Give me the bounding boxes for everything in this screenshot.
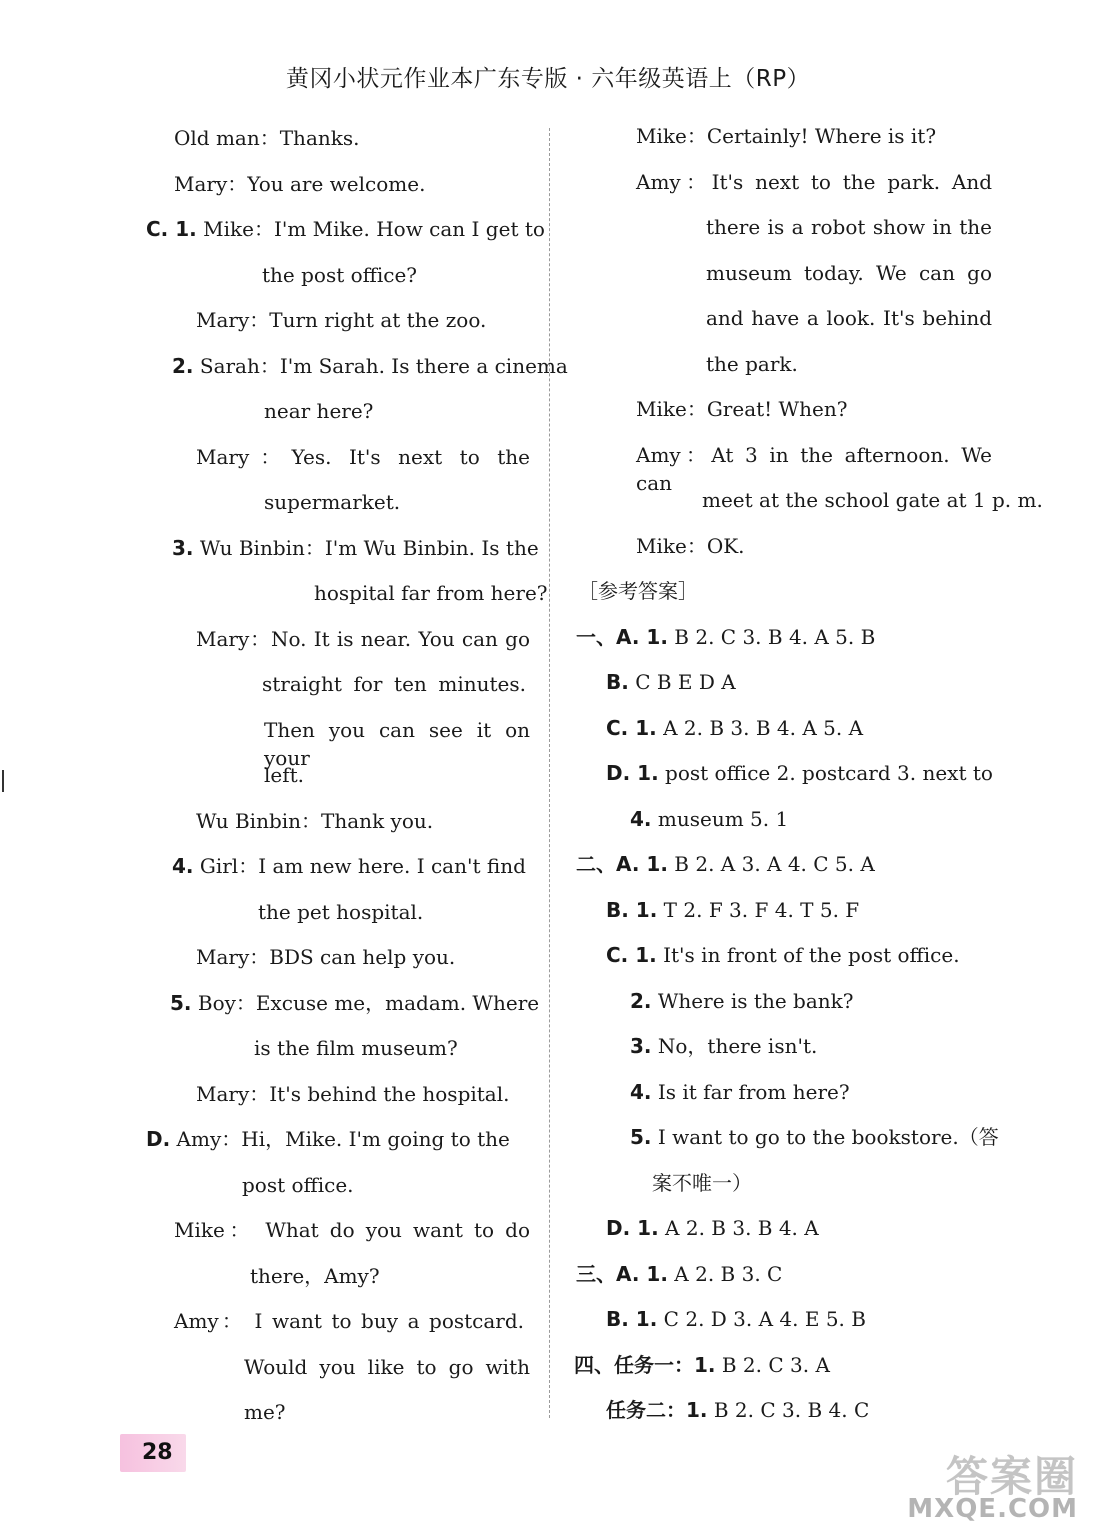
text-line (630, 1123, 999, 1151)
line-text: Mike： What do you want to do (174, 1218, 530, 1242)
line-text: A 2. B 3. B 4. A 5. A (656, 715, 864, 740)
text-line (258, 898, 423, 926)
line-text: T 2. F 3. F 4. T 5. F (657, 897, 860, 922)
text-line (172, 352, 568, 380)
line-text: A 2. B 3. C (667, 1261, 783, 1286)
item-marker: 4. (630, 1079, 652, 1104)
item-marker: 3. (172, 535, 194, 560)
line-text: 案不唯一） (652, 1170, 752, 1195)
item-marker: 一、A. 1. (576, 624, 668, 649)
text-line (314, 579, 548, 607)
text-line (706, 259, 992, 287)
line-text: C 2. D 3. A 4. E 5. B (657, 1307, 866, 1331)
item-marker: 2. (172, 353, 194, 378)
line-text: B 2. C 3. A (715, 1352, 830, 1377)
text-line (146, 1125, 510, 1153)
line-text: straight for ten minutes. (262, 672, 526, 696)
line-text: there is a robot show in the (706, 215, 992, 239)
text-line (576, 1260, 782, 1288)
line-text: museum today. We can go (706, 260, 992, 285)
item-marker: B. 1. (606, 897, 658, 922)
line-text: Wu Binbin：I'm Wu Binbin. Is the (193, 535, 539, 560)
text-line (606, 759, 993, 787)
text-line (196, 306, 486, 334)
text-line (576, 623, 875, 651)
line-text: and have a look. It's behind (706, 306, 992, 330)
line-text: Wu Binbin：Thank you. (196, 808, 434, 833)
line-text: post office. (242, 1172, 354, 1197)
page-number: 28 (142, 1440, 173, 1465)
text-line (262, 670, 526, 698)
text-line (172, 852, 526, 880)
text-line (702, 486, 1043, 514)
item-marker: 4. (172, 854, 194, 878)
text-line (606, 1396, 869, 1424)
line-text: C B E D A (628, 670, 736, 694)
item-marker: 二、A. 1. (576, 852, 668, 876)
line-text: Where is the bank? (651, 988, 854, 1013)
text-line (170, 989, 539, 1017)
line-text: left. (264, 763, 305, 787)
line-text: supermarket. (264, 490, 401, 514)
margin-mark (2, 770, 4, 792)
line-text: Sarah：I'm Sarah. Is there a cinema (193, 353, 568, 378)
text-line (174, 170, 425, 198)
text-line (636, 532, 745, 560)
text-line (606, 896, 859, 924)
text-line (630, 1078, 850, 1106)
text-line (174, 124, 360, 152)
column-divider (549, 128, 550, 1418)
item-marker: C. 1. (146, 217, 197, 241)
line-text: Amy： I want to buy a postcard. (174, 1309, 524, 1333)
line-text: No，there isn't. (651, 1034, 818, 1058)
watermark-text: 答案圈 (945, 1452, 1078, 1501)
line-text: Mary：No. It is near. You can go (196, 626, 530, 651)
line-text: I want to go to the bookstore.（答 (651, 1125, 999, 1149)
text-line (636, 122, 936, 150)
item-marker: 4. (630, 806, 652, 831)
item-marker: C. 1. (606, 943, 657, 967)
item-marker: B. (606, 670, 629, 694)
text-line (264, 716, 530, 770)
text-line (174, 1216, 530, 1244)
item-marker: 2. (630, 988, 652, 1013)
item-marker: D. 1. (606, 1216, 659, 1240)
text-line (606, 714, 863, 742)
text-line (606, 1214, 819, 1242)
text-line (244, 1398, 286, 1426)
text-line (576, 850, 875, 878)
line-text: Girl：I am new here. I can't find (193, 854, 526, 878)
text-line (706, 350, 798, 378)
line-text: B 2. C 3. B 4. C (707, 1398, 870, 1422)
line-text: Mary：Turn right at the zoo. (196, 308, 487, 332)
line-text: ［参考答案］ (578, 579, 698, 603)
item-marker: C. 1. (606, 715, 657, 740)
text-line (262, 261, 417, 289)
item-marker: 5. (630, 1125, 652, 1149)
text-line (146, 215, 545, 243)
item-marker: 四、任务一：1. (574, 1352, 716, 1377)
text-line (636, 395, 847, 423)
line-text: the park. (706, 351, 798, 376)
line-text: B 2. A 3. A 4. C 5. A (667, 852, 875, 876)
item-marker: D. 1. (606, 761, 659, 785)
text-line (196, 943, 455, 971)
line-text: Mary：Yes. It's next to the (196, 444, 530, 469)
text-line (244, 1353, 530, 1381)
text-line (706, 304, 992, 332)
text-line (636, 168, 992, 196)
text-line (242, 1171, 354, 1199)
text-line (630, 805, 788, 833)
watermark-url: MXQE.COM (907, 1494, 1078, 1524)
text-line (606, 941, 960, 969)
text-line (264, 488, 400, 516)
line-text: Mary：It's behind the hospital. (196, 1081, 510, 1106)
text-line (606, 1305, 866, 1333)
line-text: Mary：You are welcome. (174, 171, 426, 196)
line-text: B 2. C 3. B 4. A 5. B (667, 624, 876, 649)
text-line (652, 1169, 752, 1197)
line-text: museum 5. 1 (651, 806, 789, 831)
text-line (706, 213, 992, 241)
text-line (196, 443, 530, 471)
text-line (606, 668, 736, 696)
text-line (264, 397, 373, 425)
item-marker: B. 1. (606, 1307, 658, 1331)
line-text: Mike：Certainly! Where is it? (636, 124, 937, 148)
line-text: there，Amy? (250, 1263, 380, 1288)
text-line (196, 1080, 510, 1108)
line-text: A 2. B 3. B 4. A (658, 1216, 819, 1240)
text-line (172, 534, 539, 562)
line-text: Amy：Hi，Mike. I'm going to the (170, 1127, 510, 1151)
text-line (250, 1262, 380, 1290)
line-text: is the film museum? (254, 1036, 458, 1060)
text-line (636, 441, 992, 495)
text-line (578, 577, 698, 605)
line-text: Is it far from here? (651, 1079, 850, 1104)
watermark-logo (884, 1444, 1084, 1528)
line-text: near here? (264, 399, 374, 423)
line-text: Amy：At 3 in the afternoon. We can (636, 442, 992, 495)
line-text: Mike：Great! When? (636, 397, 848, 421)
page-number-badge (120, 1434, 186, 1472)
text-line (630, 1032, 817, 1060)
line-text: the pet hospital. (258, 899, 424, 924)
text-line (574, 1351, 830, 1379)
item-marker: D. (146, 1127, 171, 1151)
page-header: 黄冈小状元作业本广东专版 · 六年级英语上（RP） (285, 66, 811, 92)
line-text: meet at the school gate at 1 p. m. (702, 488, 1043, 512)
text-line (630, 987, 853, 1015)
text-line (264, 761, 304, 789)
line-text: Boy：Excuse me，madam. Where (191, 990, 540, 1015)
text-line (174, 1307, 524, 1335)
item-marker: 5. (170, 990, 192, 1015)
text-line (254, 1034, 458, 1062)
item-marker: 3. (630, 1034, 652, 1058)
item-marker: 三、A. 1. (576, 1261, 668, 1286)
text-line (196, 625, 530, 653)
line-text: Would you like to go with (244, 1354, 530, 1379)
text-line (196, 807, 433, 835)
line-text: Old man：Thanks. (174, 126, 360, 150)
item-marker: 任务二：1. (606, 1398, 708, 1422)
line-text: hospital far from here? (314, 581, 548, 605)
line-text: post office 2. postcard 3. next to (658, 761, 993, 785)
line-text: Mike：OK. (636, 533, 745, 558)
line-text: It's in front of the post office. (656, 943, 960, 967)
line-text: Mary：BDS can help you. (196, 945, 456, 969)
line-text: me? (244, 1400, 286, 1424)
line-text: Mike：I'm Mike. How can I get to (196, 217, 545, 241)
line-text: Then you can see it on your (264, 717, 530, 770)
line-text: Amy：It's next to the park. And (636, 169, 992, 194)
line-text: the post office? (262, 262, 418, 287)
